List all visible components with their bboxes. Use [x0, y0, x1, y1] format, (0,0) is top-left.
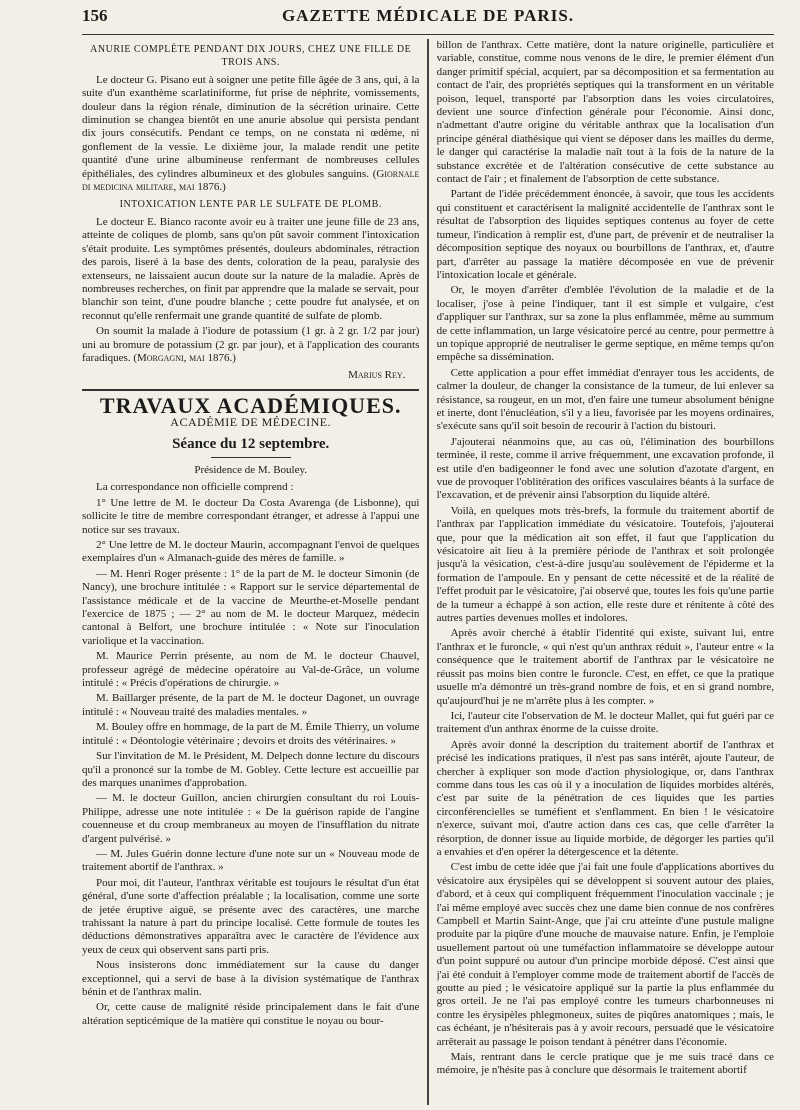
- column-rule: [427, 39, 428, 1105]
- left-column: [82, 39, 419, 1105]
- page-number: 156: [82, 6, 108, 25]
- paragraph: Après avoir donné la description du traitement abortif de l'anthrax et précisé les indications pratiques, il n'est pas sans intérêt, ajoute l'auteur, de chercher à expliquer son mode d'action physiologique, or, dans l'anthrax comme dans tous les cas où il y a inoculation de liquides morbides altérés, c'est par suite de la pénétration de ces liquides que les parties circonférencielles se tuméfient et s'enflamment. En bien ! le vésicatoire n'exerce, suivant moi, d'autre action dans ces cas, que celle d'arrêter la résorption, de donner issue au liquide morbide, de dégorger les parties qu'il a envahies et d'en opérer la détergescence et la détente.: [436, 738, 774, 858]
- paragraph: La correspondance non officielle comprend :: [96, 481, 294, 494]
- paragraph: 1° Une lettre de M. le docteur Da Costa Avarenga (de Lisbonne), qui sollicite le titre de membre correspondant étranger, et adresse à l'appui une notice sur ses travaux.: [82, 496, 420, 536]
- paragraph: — M. Henri Roger présente : 1° de la part de M. le docteur Simonin (de Nancy), une brochure intitulée : « Rapport sur le service départemental de l'assistance médicale et de la vaccine de Meurthe-et-Moselle pendant l'exercice de 1875 ; — 2° au nom de M. le docteur Marquez, médecin cantonal à Belfort, une brochure intitulée : « Note sur l'inoculation variolique et la vaccination.: [82, 567, 420, 647]
- paragraph: billon de l'anthrax. Cette matière, dont la nature originelle, particulière et variable, constitue, comme nous venons de le dire, le premier élément d'un danger primitif spécial, acquiert, par sa décomposition et sa fermentation au contact de l'air, des propriétés septiques qui la transforment en un véritable poison, lequel, transporté par l'absorption dans les voies circulatoires, devient une source d'infection générale pour l'économie. Ainsi donc, n'admettant d'autre origine du véritable anthrax que la localisation d'un principe général diathésique qui vient se déposer dans les mailles du derme, le danger qui caractérise la maladie naît tout à la fois de la nature de la substance excrétée et de l'altération consécutive de cette substance au contact de l'air ; et finalement de l'absorption de cette substance.: [436, 39, 774, 186]
- article-body-anurie: Le docteur G. Pisano eut à soigner une petite fille âgée de 3 ans, qui, à la suite d'un exanthème scarlatiniforme, fut prise de néphrite, vomissements, douleur dans la région rénale, diminution de la sécrétion urinaire. Cette diminution se changea bientôt en une anurie absolue qui persista pendant dix jours consécutifs. Pendant ce temps, on ne constata ni œdème, ni gonflement de la vessie. Le dixième jour, la malade rendit une petite quantité d'une urine albumineuse renfermant de nombreuses cellules épithéliales, des cylindres albumineux et des globules sanguins. (Giornale di medicina militare, mai 1876.): [82, 73, 420, 194]
- paragraph: Partant de l'idée précédemment énoncée, à savoir, que tous les accidents qui constituent et caractérisent la malignité accidentelle de l'anthrax sont le résultat de l'absorption des liquides septiques contenus au foyer de cette tumeur, l'indication à remplir est, d'une part, de prévenir et de neutraliser la décomposition septique des noyaux ou bourbillons de l'anthrax, et, d'autre part, d'arrêter au passage la matière décomposée en vue de prévenir l'intoxication locale et générale.: [436, 188, 774, 281]
- article-source-intoxication: (Morgagni, mai 1876.): [133, 351, 236, 364]
- paragraph: — M. le docteur Guillon, ancien chirurgien consultant du roi Louis-Philippe, adresse une note intitulée : « De la guérison rapide de l'angine couenneuse et du croup membraneux au moyen de l'insufflation du nitrate d'argent pulvérisé. »: [82, 792, 420, 845]
- paragraph: 2° Une lettre de M. le docteur Maurin, accompagnant l'envoi de quelques exemplaires d'un « Almanach-guide des mères de famille. »: [82, 539, 420, 565]
- article-source-anurie: (Giornale di medicina militare, mai 1876.): [82, 167, 420, 194]
- paragraph: Nous insisterons donc immédiatement sur la cause du danger exceptionnel, qui a servi de base à la division systématique de l'anthrax bénin et de l'anthrax malin.: [82, 959, 420, 998]
- paragraph: Ici, l'auteur cite l'observation de M. le docteur Mallet, qui fut guéri par ce traitement d'un anthrax énorme de la cuisse droite.: [436, 709, 774, 736]
- subsection-title: ACADÉMIE DE MÉDECINE.: [170, 415, 332, 430]
- paragraph: C'est imbu de cette idée que j'ai fait une foule d'applications abortives du vésicatoire aux érysipèles qui se développent si souvent autour des plaies, d'abord, et à ceux qui compliquent fréquemment l'inoculation vaccinale ; je l'ai même employé avec succès chez une dame bien connue de nos confrères Campbell et Martin Saint-Ange, que j'ai cru atteinte d'une pustule maligne produite par la piqûre d'une mouche de mauvaise nature. Enfin, je l'emploie usuellement partout où une tuméfaction inflammatoire se développe autour d'un point suppuré ou autour d'un principe morbide déposé. C'est ainsi que j'ai été conduit à l'employer comme mode de traitement abortif de l'accès de goutte au pied ; le vésicatoire appliqué sur la partie la plus enflammée du gros orteil. Je ne l'ai pas employé contre les tumeurs charbonneuses ni contre les érysipèles phlegmoneux, suites de piqûres anatomiques ; mais, le cas échéant, je n'hésiterais pas à y avoir recours, persuadé que le vésicatoire arrêterait au passage le poison tendant à pénétrer dans l'économie.: [436, 861, 774, 1048]
- section-title: TRAVAUX ACADÉMIQUES.: [99, 392, 402, 418]
- paragraph: Cette application a pour effet immédiat d'enrayer tous les accidents, de calmer la douleur, de changer la consistance de la tumeur, de lui enlever sa résistance, sa rougeur, en un mot, d'en faire une tumeur absolument bénigne et inerte, dont l'énucléation, s'il y a lieu, favorisée par les moyens ordinaires, s'exécute sans qu'il soit besoin de recourir à l'action du bistouri.: [436, 366, 774, 433]
- seance-rule: [211, 457, 291, 458]
- paragraph: Pour moi, dit l'auteur, l'anthrax véritable est toujours le résultat d'un état général, d'une sorte d'affection préalable ; la localisation, comme une sorte de jetée éruptive aiguë, se présente avec des caractères, une marche trahissant la nature à part du principe localisé. Cette formule de toutes les déductions démonstratives apparaîtra avec le caractère de l'évidence aux yeux de ceux qui observent sans parti pris.: [82, 876, 420, 956]
- article-title-intoxication: INTOXICATION LENTE PAR LE SULFATE DE PLOMB.: [119, 199, 382, 211]
- page-header: [82, 6, 774, 35]
- columns: [82, 39, 774, 1105]
- paragraph: M. Bouley offre en hommage, de la part de M. Émile Thierry, un volume intitulé : « Déontologie vétérinaire ; devoirs et droits des vétérinaires. »: [82, 721, 420, 747]
- running-title: GAZETTE MÉDICALE DE PARIS.: [281, 6, 575, 25]
- paragraph: Mais, rentrant dans le cercle pratique que je me suis tracé dans ce mémoire, je n'hésite pas à conclure que désormais le traitement abortif: [436, 1051, 774, 1077]
- right-column: [437, 39, 774, 1105]
- article-body-intoxication-2: On soumit la malade à l'iodure de potassium (1 gr. à 2 gr. 1/2 par jour) uni au bromure de potassium (2 gr. par jour), et à l'application des courants faradiques. (Morgagni, mai 1876.): [82, 325, 420, 364]
- seance-heading: Séance du 12 septembre.: [172, 435, 330, 452]
- author-signature: Marius Rey.: [348, 369, 406, 382]
- paragraph: Après avoir cherché à établir l'identité qui existe, suivant lui, entre l'anthrax et le furoncle, « qui n'est qu'un anthrax réduit », l'auteur entre « la conséquence que le traitement abortif de l'anthrax par le vésicatoire ne réussit pas moins bien contre le furoncle. C'est, en effet, ce que la pratique usuelle m'a démontré un très-grand nombre de fois, et en si grand nombre, qu'aujourd'hui je ne m'arrête plus à les compter. »: [436, 627, 774, 707]
- presidence-line: Présidence de M. Bouley.: [194, 463, 308, 476]
- article-body-intoxication-1: Le docteur E. Bianco raconte avoir eu à traiter une jeune fille de 23 ans, atteinte de coliques de plomb, sans qu'on pût savoir comment l'intoxication s'était produite. Les symptômes présentés, douleurs abdominales, rétraction des parois, liseré à la base des dents, coloration de la peau, paralysie des extenseurs, ne laissaient aucun doute sur la nature de la maladie. Après de nombreuses recherches, on finit par apprendre que la malade se servait, pour blanchir son teint, d'une poudre blanche ; cette poudre fut analysée, et on reconnut qu'elle renfermait une grande quantité de sulfate de plomb.: [82, 215, 420, 322]
- paragraph: J'ajouterai néanmoins que, au cas où, l'élimination des bourbillons terminée, il reste, comme il arrive fréquemment, une excavation profonde, il est utile d'en badigeonner le fond avec une solution d'azotate d'argent, en vue de provoquer l'oblitération des orifices vasculaires béants à la surface de l'excavation, et de prévenir ainsi l'absorption du liquide altéré.: [436, 435, 774, 502]
- article-title-anurie: ANURIE COMPLÈTE PENDANT DIX JOURS, CHEZ UNE FILLE DE TROIS ANS.: [90, 44, 412, 69]
- paragraph: M. Baillarger présente, de la part de M. le docteur Dagonet, un ouvrage intitulé : « Nouveau traité des maladies mentales. »: [82, 692, 420, 718]
- paragraph: Voilà, en quelques mots très-brefs, la formule du traitement abortif de l'anthrax par l'application immédiate du vésicatoire. Toutefois, j'ajouterai que, pour que la médication ait son effet, il faut que l'application du vésicatoire ait lieu à la première période de l'anthrax et soit prolongée jusqu'à la vésication, c'est-à-dire jusqu'au soulèvement de l'épiderme et la formation de l'ampoule. En y pensant de cette nécessité et de la réalité de l'effet produit par le vésicatoire, j'ai observé que, toutes les fois qu'une partie de la tumeur a échappé à son action, elle reste dure et rénitente à côté des autres parties devenues molles et indolores.: [436, 504, 774, 625]
- section-divider: [82, 389, 419, 391]
- paragraph: Or, cette cause de malignité réside principalement dans le fait d'une altération septicémique de la matière qui constitue le noyau ou bour-: [82, 1001, 420, 1027]
- paragraph: — M. Jules Guérin donne lecture d'une note sur un « Nouveau mode de traitement abortif de l'anthrax. »: [82, 847, 420, 874]
- paragraph: Or, le moyen d'arrêter d'emblée l'évolution de la maladie et de la localiser, j'ose à peine l'indiquer, tant il est simple et vulgaire, c'est d'appliquer sur l'anthrax, sur sa zone la plus enflammée, même au summum de cette inflammation, un large vésicatoire percé au centre, pour permettre à un topique approprié de neutraliser le germe septique, en même temps qu'on empêche sa dissémination.: [436, 284, 774, 364]
- paragraph: M. Maurice Perrin présente, au nom de M. le docteur Chauvel, professeur agrégé de médecine opératoire au Val-de-Grâce, un volume intitulé : « Précis d'opérations de chirurgie. »: [82, 650, 420, 690]
- paragraph: Sur l'invitation de M. le Président, M. Delpech donne lecture du discours qu'il a prononcé sur la tombe de M. Gobley. Cette lecture est accueillie par des marques unanimes d'approbation.: [82, 750, 420, 789]
